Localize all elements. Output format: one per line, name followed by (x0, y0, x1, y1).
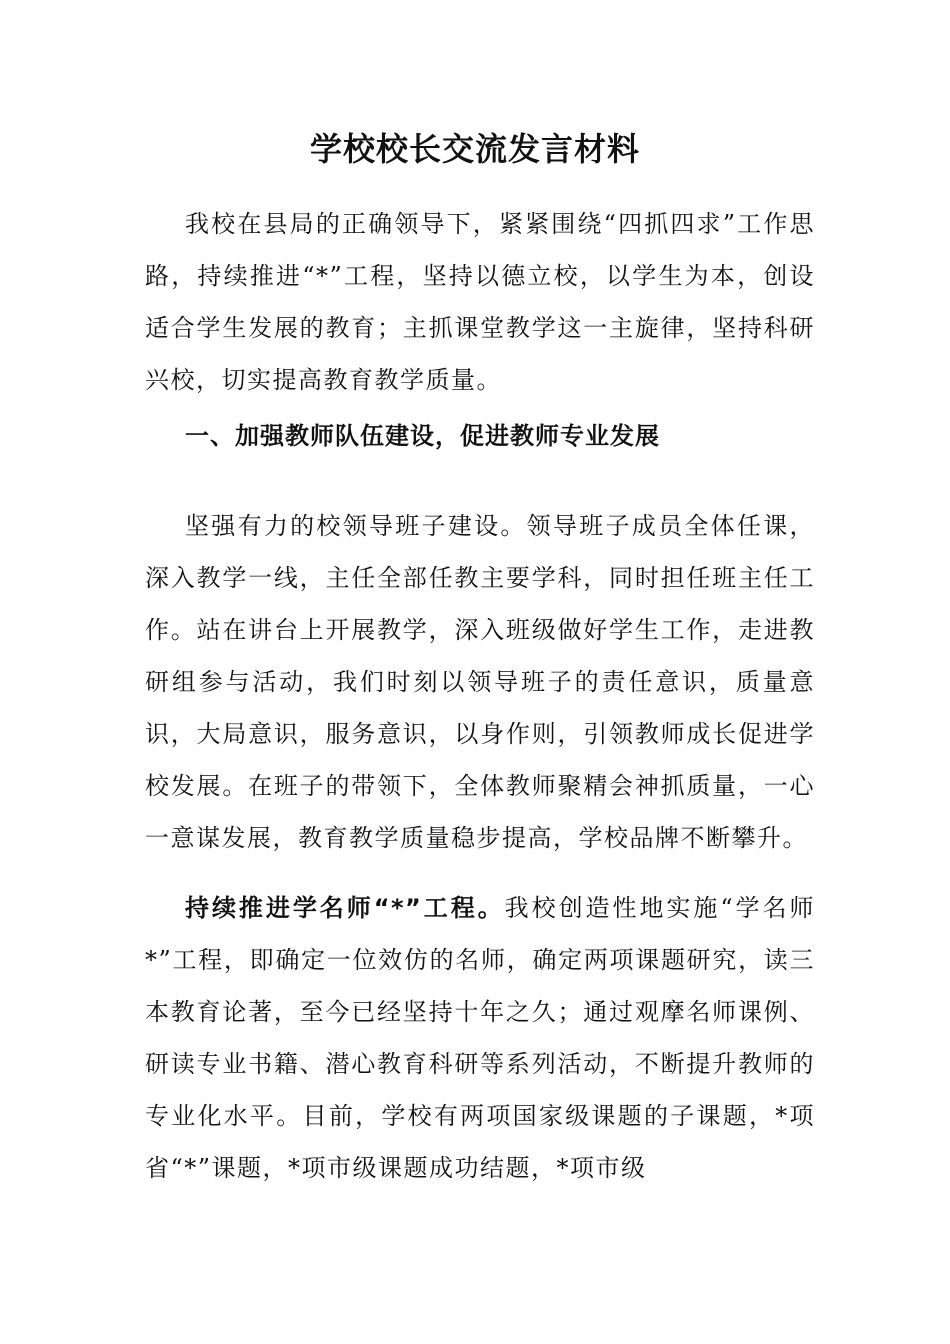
document-title: 学校校长交流发言材料 (309, 130, 640, 168)
section-heading: 一、加强教师队伍建设，促进教师专业发展 (185, 422, 660, 450)
body-paragraph-famous-teacher (145, 882, 815, 1194)
intro-paragraph: 我校在县局的正确领导下，紧紧围绕“四抓四求”工作思路，持续推进“*”工程，坚持以德立校，以学生为本，创设适合学生发展的教育；主抓课堂教学这一主旋律，坚持科研兴校，切实提高教育教学质量。 (145, 210, 815, 394)
paragraph-lead-text: 持续推进学名师“*”工程。 (185, 894, 505, 922)
paragraph-body-text: 我校创造性地实施“学名师*”工程，即确定一位效仿的名师，确定两项课题研究，读三本教育论著，至今已经坚持十年之久；通过观摩名师课例、研读专业书籍、潜心教育科研等系列活动，不断提升教师的专业化水平。目前，学校有两项国家级课题的子课题，*项省“*”课题，*项市级课题成功结题，*项市级 (145, 894, 815, 1182)
body-paragraph-leadership: 坚强有力的校领导班子建设。领导班子成员全体任课，深入教学一线，主任全部任教主要学科，同时担任班主任工作。站在讲台上开展教学，深入班级做好学生工作，走进教研组参与活动，我们时刻以领导班子的责任意识，质量意识，大局意识，服务意识，以身作则，引领教师成长促进学校发展。在班子的带领下，全体教师聚精会神抓质量，一心一意谋发展，教育教学质量稳步提高，学校品牌不断攀升。 (145, 512, 815, 852)
